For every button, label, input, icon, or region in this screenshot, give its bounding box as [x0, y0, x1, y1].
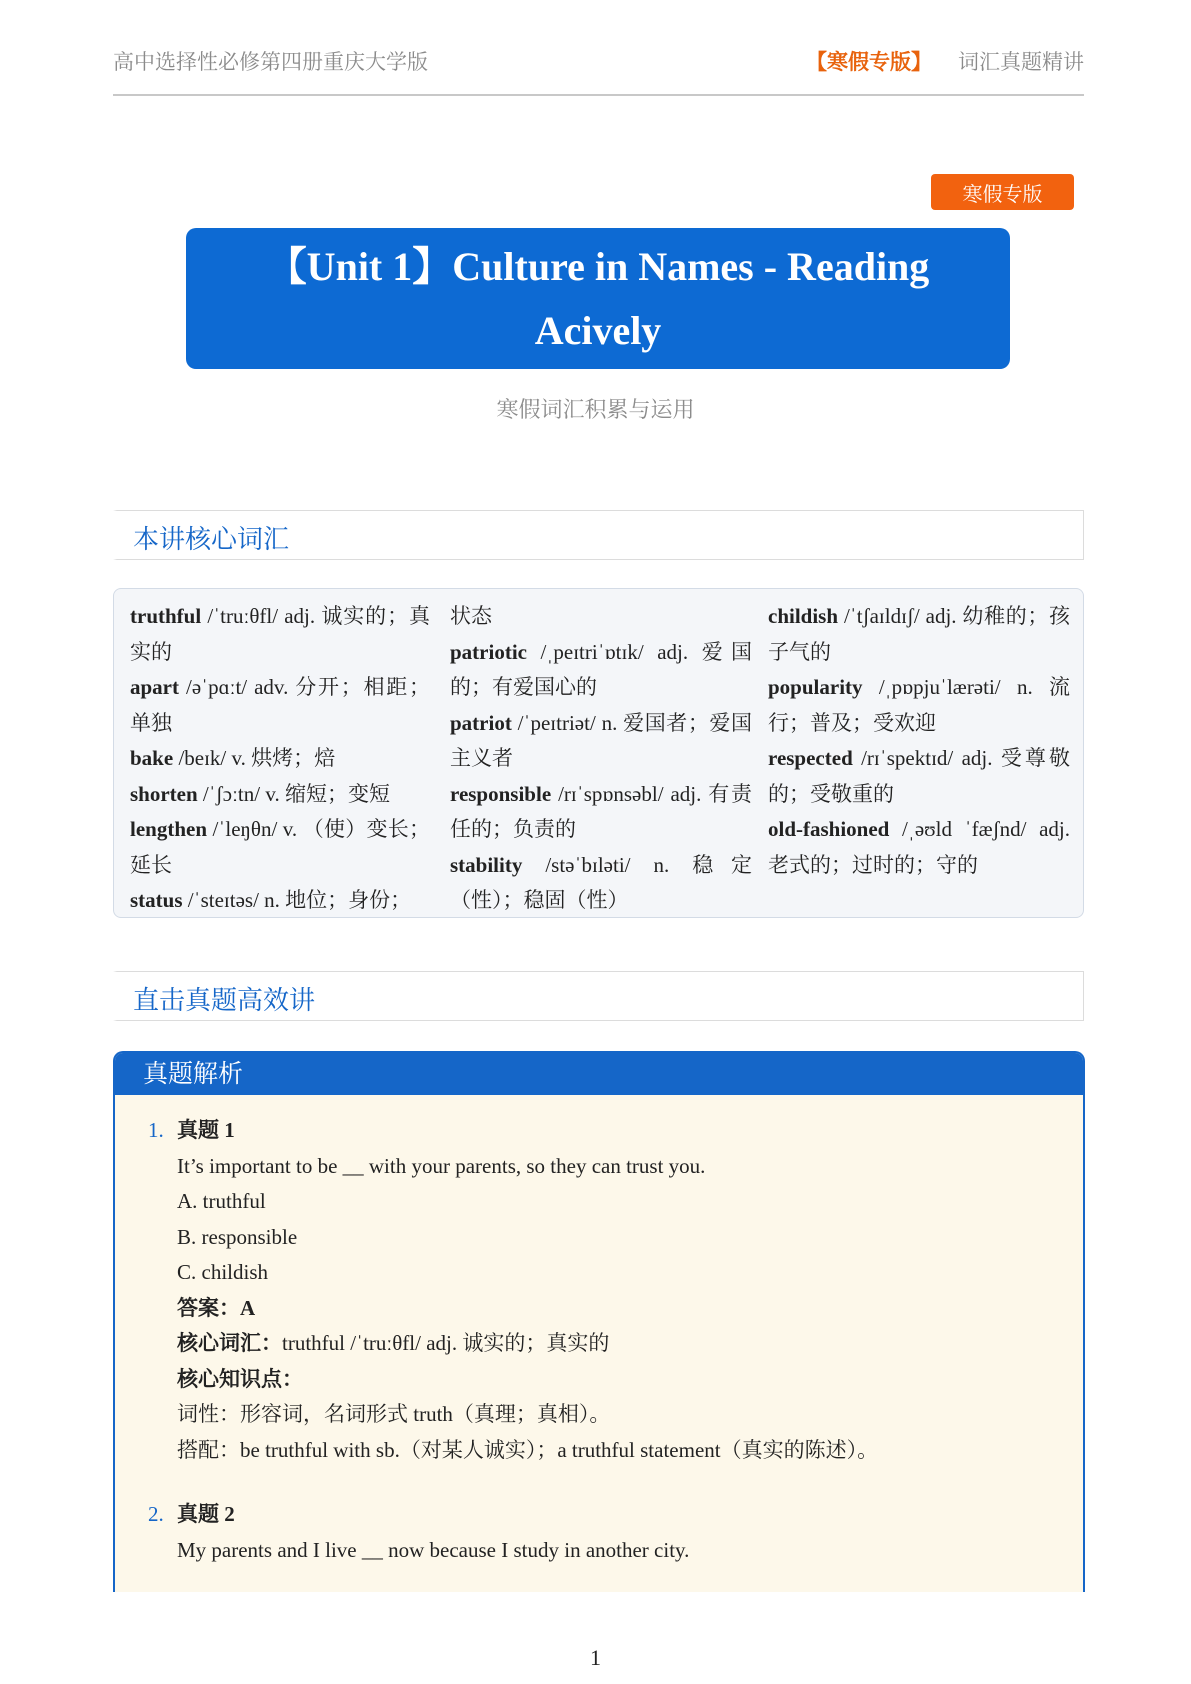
question-number: 2.	[148, 1502, 164, 1526]
vocab-entry: 状态	[450, 604, 492, 628]
edition-badge: 【寒假专版】	[806, 49, 932, 74]
title-line-1: 【Unit 1】Culture in Names - Reading	[266, 244, 930, 289]
vocab-entry: responsible /rɪˈspɒnsəbl/ adj. 有责任的；负责的	[450, 781, 752, 841]
vocab-entry: respected /rɪˈspektɪd/ adj. 受尊敬的；受敬重的	[768, 746, 1070, 806]
vocab-entry: truthful /ˈtruːθfl/ adj. 诚实的；真实的	[130, 604, 430, 664]
knowledge-label: 核心知识点：	[177, 1366, 303, 1391]
option-b: B. responsible	[177, 1224, 298, 1249]
vocab-entry: apart /əˈpɑːt/ adv. 分开；相距；单独	[130, 675, 430, 735]
vocab-column-2	[450, 599, 752, 919]
vocab-entry: bake /beɪk/ v. 烘烤；焙	[130, 746, 336, 770]
vocab-entry: popularity /ˌpɒpjuˈlærəti/ n. 流行；普及；受欢迎	[768, 675, 1070, 735]
vocab-entry: status /ˈsteɪtəs/ n. 地位；身份；	[130, 888, 412, 912]
vocab-entry: patriot /ˈpeɪtriət/ n. 爱国者；爱国主义者	[450, 710, 752, 770]
vocab-box	[113, 588, 1084, 918]
vocab-entry: patriotic /ˌpeɪtriˈɒtɪk/ adj. 爱国的；有爱国心的	[450, 639, 752, 699]
vocab-entry: shorten /ˈʃɔːtn/ v. 缩短；变短	[130, 781, 390, 806]
header-topic: 词汇真题精讲	[958, 50, 1084, 74]
answer-value: A	[240, 1295, 256, 1320]
book-title: 高中选择性必修第四册重庆大学版	[113, 50, 428, 74]
section-title: 直击真题高效讲	[133, 986, 316, 1016]
question-body	[177, 1113, 1057, 1468]
header-right	[806, 46, 1084, 76]
edition-tag: 寒假专版	[931, 174, 1074, 210]
core-vocab-line: 核心词汇：truthful /ˈtruːθfl/ adj. 诚实的；真实的	[177, 1331, 610, 1355]
question-stem: My parents and I live __ now because I study in another city.	[177, 1537, 690, 1562]
question-stem: It’s important to be __ with your parents, so they can trust you.	[177, 1153, 706, 1178]
section-exam-practice	[113, 971, 1084, 1021]
part-of-speech-line: 词性：形容词，名词形式 truth（真理；真相）。	[177, 1402, 611, 1426]
vocab-entry: childish /ˈtʃaɪldɪʃ/ adj. 幼稚的；孩子气的	[768, 604, 1070, 664]
title-line-2: Acively	[534, 308, 662, 353]
question-label: 真题 2	[177, 1502, 235, 1526]
exam-analysis-box	[113, 1051, 1085, 1592]
option-c: C. childish	[177, 1260, 269, 1284]
vocab-entry: old-fashioned /ˌəʊld ˈfæʃnd/ adj. 老式的；过时的；守的	[768, 817, 1070, 877]
section-core-vocab	[113, 510, 1084, 560]
vocab-column-1	[130, 599, 430, 919]
question-number: 1.	[148, 1118, 164, 1142]
question-label: 真题 1	[177, 1118, 235, 1142]
page-header	[113, 44, 1084, 96]
collocation-line: 搭配：be truthful with sb.（对某人诚实）；a truthful statement（真实的陈述）。	[177, 1437, 879, 1462]
vocab-entry: lengthen /ˈleŋθn/ v. （使）变长；延长	[130, 817, 430, 877]
vocab-entry: stability /stəˈbɪləti/ n. 稳定（性）；稳固（性）	[450, 852, 752, 912]
section-title: 本讲核心词汇	[133, 525, 290, 555]
exam-analysis-heading: 真题解析	[115, 1053, 1083, 1095]
page-number: 1	[590, 1645, 601, 1670]
question-body	[177, 1497, 1057, 1568]
title-banner	[186, 228, 1010, 369]
subtitle: 寒假词汇积累与运用	[496, 398, 695, 423]
option-a: A. truthful	[177, 1189, 266, 1213]
vocab-column-3	[768, 599, 1070, 883]
answer-line: 答案：A	[177, 1295, 256, 1320]
